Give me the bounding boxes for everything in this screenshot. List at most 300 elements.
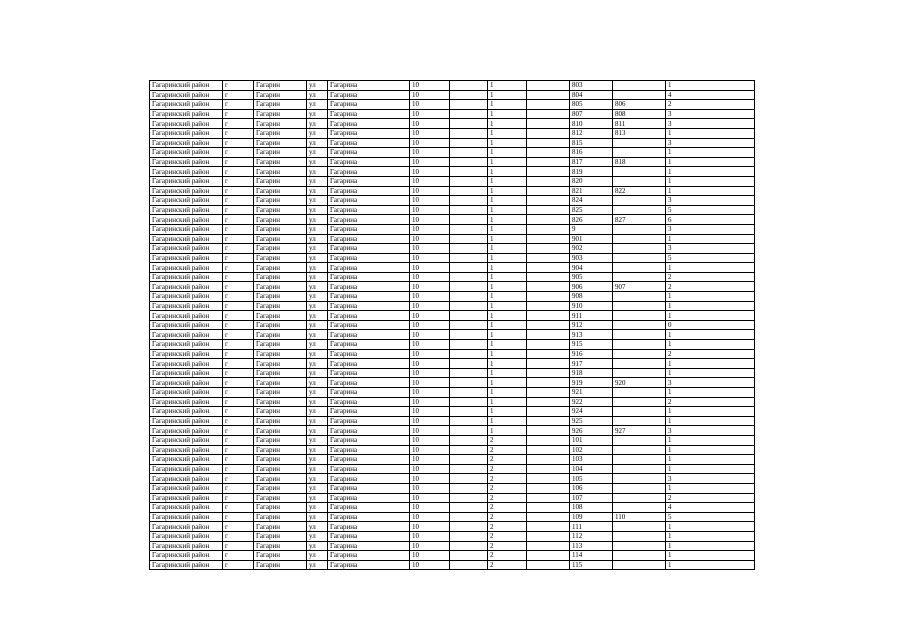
cell-building [450, 445, 488, 455]
cell-house: 10 [410, 90, 450, 100]
cell-apartment: 109 [570, 512, 613, 522]
cell-district: Гагаринский район [150, 90, 223, 100]
cell-street: Гагарина [328, 388, 410, 398]
cell-building [450, 253, 488, 263]
table-row [150, 301, 755, 311]
cell-entrance: 1 [488, 368, 527, 378]
cell-building [450, 282, 488, 292]
cell-street: Гагарина [328, 455, 410, 465]
cell-building [450, 503, 488, 513]
cell-building [450, 541, 488, 551]
cell-district: Гагаринский район [150, 493, 223, 503]
cell-settlement: Гагарин [254, 560, 307, 570]
cell-district: Гагаринский район [150, 196, 223, 206]
cell-apartment: 917 [570, 359, 613, 369]
table-row [150, 560, 755, 570]
cell-floor [527, 368, 570, 378]
cell-street: Гагарина [328, 474, 410, 484]
cell-house: 10 [410, 148, 450, 158]
cell-count: 0 [666, 320, 755, 330]
cell-entrance: 1 [488, 407, 527, 417]
cell-district: Гагаринский район [150, 474, 223, 484]
cell-apartment: 804 [570, 90, 613, 100]
cell-settlement-type: г [223, 128, 254, 138]
cell-floor [527, 215, 570, 225]
cell-entrance: 1 [488, 215, 527, 225]
cell-apartment-extra [613, 541, 666, 551]
cell-house: 10 [410, 205, 450, 215]
cell-district: Гагаринский район [150, 407, 223, 417]
cell-settlement-type: г [223, 119, 254, 129]
cell-building [450, 483, 488, 493]
cell-apartment-extra [613, 445, 666, 455]
cell-building [450, 407, 488, 417]
cell-apartment-extra [613, 320, 666, 330]
cell-floor [527, 205, 570, 215]
cell-settlement: Гагарин [254, 100, 307, 110]
cell-floor [527, 551, 570, 561]
cell-street: Гагарина [328, 282, 410, 292]
cell-entrance: 1 [488, 224, 527, 234]
cell-settlement-type: г [223, 512, 254, 522]
cell-street-type: ул [307, 205, 328, 215]
cell-count: 3 [666, 244, 755, 254]
cell-apartment: 816 [570, 148, 613, 158]
cell-street-type: ул [307, 560, 328, 570]
cell-apartment-extra [613, 176, 666, 186]
cell-entrance: 1 [488, 109, 527, 119]
cell-settlement-type: г [223, 560, 254, 570]
cell-floor [527, 282, 570, 292]
cell-apartment: 104 [570, 464, 613, 474]
cell-entrance: 2 [488, 483, 527, 493]
cell-settlement: Гагарин [254, 157, 307, 167]
cell-count: 1 [666, 560, 755, 570]
cell-settlement-type: г [223, 397, 254, 407]
cell-building [450, 272, 488, 282]
cell-street-type: ул [307, 426, 328, 436]
cell-settlement: Гагарин [254, 205, 307, 215]
cell-apartment: 904 [570, 263, 613, 273]
cell-settlement: Гагарин [254, 407, 307, 417]
cell-building [450, 224, 488, 234]
cell-settlement-type: г [223, 474, 254, 484]
cell-street-type: ул [307, 292, 328, 302]
cell-entrance: 1 [488, 397, 527, 407]
cell-floor [527, 244, 570, 254]
cell-street: Гагарина [328, 272, 410, 282]
cell-settlement-type: г [223, 464, 254, 474]
cell-apartment-extra: 813 [613, 128, 666, 138]
cell-street: Гагарина [328, 196, 410, 206]
cell-settlement: Гагарин [254, 282, 307, 292]
cell-settlement-type: г [223, 186, 254, 196]
cell-settlement: Гагарин [254, 253, 307, 263]
cell-settlement-type: г [223, 541, 254, 551]
cell-house: 10 [410, 119, 450, 129]
table-row [150, 426, 755, 436]
cell-house: 10 [410, 445, 450, 455]
cell-house: 10 [410, 483, 450, 493]
cell-settlement: Гагарин [254, 512, 307, 522]
cell-district: Гагаринский район [150, 445, 223, 455]
cell-house: 10 [410, 253, 450, 263]
cell-apartment-extra: 110 [613, 512, 666, 522]
cell-district: Гагаринский район [150, 320, 223, 330]
cell-street: Гагарина [328, 522, 410, 532]
cell-apartment: 101 [570, 435, 613, 445]
cell-entrance: 2 [488, 560, 527, 570]
cell-street-type: ул [307, 234, 328, 244]
cell-apartment-extra [613, 397, 666, 407]
cell-apartment-extra [613, 292, 666, 302]
cell-street: Гагарина [328, 378, 410, 388]
cell-entrance: 2 [488, 435, 527, 445]
cell-apartment: 810 [570, 119, 613, 129]
cell-street: Гагарина [328, 512, 410, 522]
cell-entrance: 2 [488, 503, 527, 513]
cell-floor [527, 138, 570, 148]
cell-floor [527, 560, 570, 570]
cell-apartment: 107 [570, 493, 613, 503]
cell-building [450, 244, 488, 254]
cell-settlement: Гагарин [254, 455, 307, 465]
cell-apartment-extra [613, 90, 666, 100]
cell-district: Гагаринский район [150, 272, 223, 282]
cell-count: 1 [666, 301, 755, 311]
cell-apartment-extra [613, 493, 666, 503]
cell-settlement-type: г [223, 330, 254, 340]
table-row [150, 167, 755, 177]
cell-entrance: 1 [488, 234, 527, 244]
cell-settlement-type: г [223, 483, 254, 493]
cell-count: 1 [666, 464, 755, 474]
cell-apartment-extra [613, 503, 666, 513]
table-row [150, 512, 755, 522]
cell-district: Гагаринский район [150, 81, 223, 91]
table-row [150, 215, 755, 225]
cell-district: Гагаринский район [150, 551, 223, 561]
cell-district: Гагаринский район [150, 311, 223, 321]
cell-floor [527, 320, 570, 330]
cell-building [450, 234, 488, 244]
cell-entrance: 1 [488, 205, 527, 215]
cell-count: 3 [666, 474, 755, 484]
cell-floor [527, 234, 570, 244]
cell-apartment-extra [613, 148, 666, 158]
cell-settlement-type: г [223, 138, 254, 148]
cell-street: Гагарина [328, 541, 410, 551]
cell-street-type: ул [307, 100, 328, 110]
cell-floor [527, 196, 570, 206]
cell-building [450, 464, 488, 474]
cell-settlement-type: г [223, 292, 254, 302]
cell-street-type: ул [307, 263, 328, 273]
cell-street: Гагарина [328, 407, 410, 417]
cell-street-type: ул [307, 215, 328, 225]
cell-building [450, 397, 488, 407]
cell-entrance: 1 [488, 157, 527, 167]
cell-district: Гагаринский район [150, 263, 223, 273]
cell-settlement-type: г [223, 100, 254, 110]
cell-apartment: 108 [570, 503, 613, 513]
cell-count: 2 [666, 397, 755, 407]
cell-count: 1 [666, 522, 755, 532]
cell-house: 10 [410, 167, 450, 177]
cell-building [450, 426, 488, 436]
cell-street-type: ул [307, 148, 328, 158]
table-row [150, 493, 755, 503]
cell-house: 10 [410, 109, 450, 119]
cell-house: 10 [410, 560, 450, 570]
cell-district: Гагаринский район [150, 176, 223, 186]
cell-house: 10 [410, 359, 450, 369]
cell-apartment-extra [613, 224, 666, 234]
cell-street-type: ул [307, 320, 328, 330]
cell-count: 3 [666, 426, 755, 436]
cell-district: Гагаринский район [150, 378, 223, 388]
cell-count: 2 [666, 493, 755, 503]
table-row [150, 148, 755, 158]
table-row [150, 253, 755, 263]
cell-building [450, 349, 488, 359]
cell-house: 10 [410, 186, 450, 196]
cell-entrance: 2 [488, 464, 527, 474]
cell-street: Гагарина [328, 368, 410, 378]
cell-apartment: 912 [570, 320, 613, 330]
cell-settlement: Гагарин [254, 186, 307, 196]
cell-settlement-type: г [223, 368, 254, 378]
table-row [150, 263, 755, 273]
cell-floor [527, 397, 570, 407]
cell-street-type: ул [307, 388, 328, 398]
cell-street-type: ул [307, 330, 328, 340]
table-row [150, 378, 755, 388]
cell-settlement: Гагарин [254, 138, 307, 148]
cell-apartment-extra: 811 [613, 119, 666, 129]
cell-apartment: 913 [570, 330, 613, 340]
cell-apartment-extra [613, 368, 666, 378]
cell-street-type: ул [307, 244, 328, 254]
table-row [150, 119, 755, 129]
cell-street: Гагарина [328, 138, 410, 148]
cell-floor [527, 349, 570, 359]
table-row [150, 311, 755, 321]
cell-district: Гагаринский район [150, 119, 223, 129]
cell-apartment: 918 [570, 368, 613, 378]
cell-entrance: 1 [488, 128, 527, 138]
cell-street: Гагарина [328, 100, 410, 110]
cell-apartment-extra [613, 464, 666, 474]
cell-entrance: 2 [488, 541, 527, 551]
cell-settlement: Гагарин [254, 397, 307, 407]
cell-count: 6 [666, 215, 755, 225]
cell-settlement: Гагарин [254, 541, 307, 551]
cell-street-type: ул [307, 311, 328, 321]
cell-building [450, 560, 488, 570]
cell-settlement-type: г [223, 157, 254, 167]
cell-entrance: 2 [488, 455, 527, 465]
cell-apartment: 820 [570, 176, 613, 186]
cell-count: 3 [666, 378, 755, 388]
cell-floor [527, 455, 570, 465]
cell-apartment: 921 [570, 388, 613, 398]
cell-entrance: 1 [488, 272, 527, 282]
cell-count: 1 [666, 483, 755, 493]
cell-entrance: 1 [488, 138, 527, 148]
cell-street-type: ул [307, 349, 328, 359]
cell-settlement-type: г [223, 340, 254, 350]
cell-street: Гагарина [328, 301, 410, 311]
cell-building [450, 119, 488, 129]
cell-entrance: 1 [488, 244, 527, 254]
cell-count: 1 [666, 340, 755, 350]
cell-apartment: 910 [570, 301, 613, 311]
cell-street-type: ул [307, 138, 328, 148]
cell-street-type: ул [307, 483, 328, 493]
cell-count: 1 [666, 455, 755, 465]
cell-district: Гагаринский район [150, 186, 223, 196]
cell-apartment: 114 [570, 551, 613, 561]
cell-house: 10 [410, 244, 450, 254]
cell-floor [527, 100, 570, 110]
cell-count: 1 [666, 368, 755, 378]
cell-settlement: Гагарин [254, 263, 307, 273]
cell-apartment-extra [613, 435, 666, 445]
cell-street-type: ул [307, 81, 328, 91]
cell-floor [527, 263, 570, 273]
cell-street: Гагарина [328, 224, 410, 234]
cell-house: 10 [410, 320, 450, 330]
cell-street-type: ул [307, 445, 328, 455]
cell-floor [527, 128, 570, 138]
cell-street: Гагарина [328, 359, 410, 369]
cell-apartment: 911 [570, 311, 613, 321]
cell-street-type: ул [307, 541, 328, 551]
cell-settlement: Гагарин [254, 119, 307, 129]
cell-house: 10 [410, 378, 450, 388]
cell-house: 10 [410, 100, 450, 110]
cell-apartment: 925 [570, 416, 613, 426]
cell-settlement-type: г [223, 320, 254, 330]
cell-settlement: Гагарин [254, 81, 307, 91]
cell-district: Гагаринский район [150, 388, 223, 398]
cell-building [450, 301, 488, 311]
cell-entrance: 1 [488, 263, 527, 273]
table-row [150, 320, 755, 330]
cell-floor [527, 378, 570, 388]
cell-district: Гагаринский район [150, 359, 223, 369]
cell-building [450, 186, 488, 196]
cell-apartment-extra [613, 416, 666, 426]
cell-building [450, 416, 488, 426]
cell-entrance: 1 [488, 426, 527, 436]
cell-street-type: ул [307, 435, 328, 445]
table-row [150, 416, 755, 426]
cell-district: Гагаринский район [150, 522, 223, 532]
cell-settlement-type: г [223, 215, 254, 225]
cell-settlement: Гагарин [254, 244, 307, 254]
cell-settlement: Гагарин [254, 176, 307, 186]
table-row [150, 455, 755, 465]
cell-floor [527, 186, 570, 196]
cell-house: 10 [410, 388, 450, 398]
table-row [150, 340, 755, 350]
cell-street-type: ул [307, 109, 328, 119]
cell-street: Гагарина [328, 253, 410, 263]
cell-building [450, 368, 488, 378]
cell-street: Гагарина [328, 90, 410, 100]
cell-district: Гагаринский район [150, 560, 223, 570]
cell-floor [527, 512, 570, 522]
cell-apartment-extra [613, 196, 666, 206]
cell-settlement-type: г [223, 522, 254, 532]
table-row [150, 292, 755, 302]
cell-street-type: ул [307, 340, 328, 350]
cell-count: 5 [666, 205, 755, 215]
cell-floor [527, 340, 570, 350]
cell-count: 1 [666, 435, 755, 445]
cell-apartment-extra: 822 [613, 186, 666, 196]
cell-floor [527, 464, 570, 474]
cell-apartment: 106 [570, 483, 613, 493]
cell-entrance: 1 [488, 119, 527, 129]
cell-street-type: ул [307, 378, 328, 388]
cell-count: 1 [666, 128, 755, 138]
cell-district: Гагаринский район [150, 301, 223, 311]
cell-floor [527, 167, 570, 177]
cell-floor [527, 426, 570, 436]
cell-street-type: ул [307, 503, 328, 513]
cell-building [450, 531, 488, 541]
table-row [150, 503, 755, 513]
table-row [150, 196, 755, 206]
cell-settlement-type: г [223, 263, 254, 273]
cell-house: 10 [410, 138, 450, 148]
table-row [150, 138, 755, 148]
cell-entrance: 1 [488, 148, 527, 158]
cell-count: 1 [666, 186, 755, 196]
cell-settlement-type: г [223, 81, 254, 91]
cell-apartment-extra [613, 205, 666, 215]
cell-street: Гагарина [328, 320, 410, 330]
cell-count: 1 [666, 311, 755, 321]
cell-count: 1 [666, 416, 755, 426]
cell-district: Гагаринский район [150, 416, 223, 426]
cell-entrance: 1 [488, 186, 527, 196]
cell-street: Гагарина [328, 119, 410, 129]
cell-apartment: 824 [570, 196, 613, 206]
cell-apartment: 908 [570, 292, 613, 302]
cell-street: Гагарина [328, 503, 410, 513]
cell-building [450, 100, 488, 110]
cell-house: 10 [410, 81, 450, 91]
cell-street-type: ул [307, 90, 328, 100]
cell-street-type: ул [307, 397, 328, 407]
cell-street: Гагарина [328, 292, 410, 302]
cell-house: 10 [410, 512, 450, 522]
cell-apartment-extra [613, 474, 666, 484]
table-row [150, 531, 755, 541]
cell-count: 1 [666, 263, 755, 273]
cell-building [450, 148, 488, 158]
cell-floor [527, 407, 570, 417]
cell-floor [527, 157, 570, 167]
cell-floor [527, 483, 570, 493]
cell-apartment: 821 [570, 186, 613, 196]
cell-settlement: Гагарин [254, 109, 307, 119]
cell-settlement-type: г [223, 196, 254, 206]
